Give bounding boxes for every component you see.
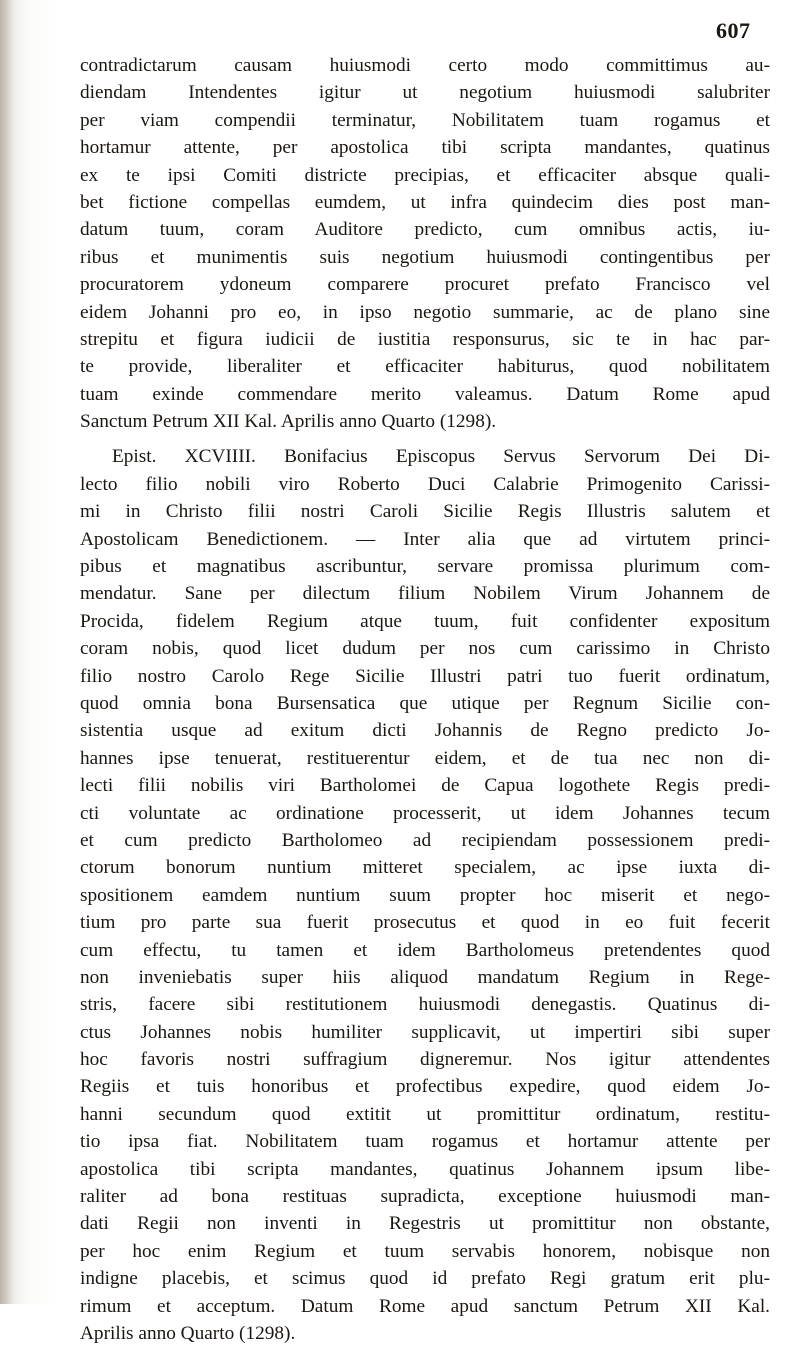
text-line: sistentia usque ad exitum dicti Johannis de Regno predicto Jo- — [80, 720, 770, 742]
text-line: coram nobis, quod licet dudum per nos cum carissimo in Christo — [80, 638, 770, 660]
text-line: Aprilis anno Quarto (1298). — [80, 1322, 296, 1344]
book-spine-shadow — [0, 0, 14, 1304]
text-line: hannes ipse tenuerat, restituerentur eidem, et de tua nec non di- — [80, 747, 770, 769]
text-line: ex te ipsi Comiti districte precipias, et efficaciter absque quali- — [80, 164, 770, 186]
text-line: spositionem eamdem nuntium suum propter hoc miserit et nego- — [80, 884, 770, 906]
text-line: quod omnia bona Bursensatica que utique per Regnum Sicilie con- — [80, 692, 770, 714]
text-line: pibus et magnatibus ascribuntur, servare promissa plurimum com- — [80, 556, 770, 578]
page-number: 607 — [716, 18, 751, 43]
text-line: stris, facere sibi restitutionem huiusmodi denegastis. Quatinus di- — [80, 994, 770, 1016]
text-line: datum tuum, coram Auditore predicto, cum omnibus actis, iu- — [80, 219, 770, 241]
text-body — [80, 52, 770, 1347]
text-line: filio nostro Carolo Rege Sicilie Illustri patri tuo fuerit ordinatum, — [80, 665, 770, 687]
paragraph — [80, 52, 770, 435]
text-line: per viam compendii terminatur, Nobilitatem tuam rogamus et — [80, 109, 770, 131]
text-line: Apostolicam Benedictionem. — Inter alia que ad virtutem princi- — [80, 528, 770, 550]
text-line: mendatur. Sane per dilectum filium Nobilem Virum Johannem de — [80, 583, 770, 605]
text-line: tio ipsa fiat. Nobilitatem tuam rogamus et hortamur attente per — [80, 1131, 770, 1153]
text-line: tium pro parte sua fuerit prosecutus et quod in eo fuit fecerit — [80, 912, 770, 934]
text-line: dati Regii non inventi in Regestris ut promittitur non obstante, — [80, 1213, 770, 1235]
text-line: te provide, liberaliter et efficaciter habiturus, quod nobilitatem — [80, 356, 770, 378]
text-line: bet fictione compellas eumdem, ut infra quindecim dies post man- — [80, 191, 770, 213]
text-line: ribus et munimentis suis negotium huiusmodi contingentibus per — [80, 246, 770, 268]
text-line: lecti filii nobilis viri Bartholomei de Capua logothete Regis predi- — [80, 775, 770, 797]
text-line: diendam Intendentes igitur ut negotium huiusmodi salubriter — [80, 82, 770, 104]
text-line: hortamur attente, per apostolica tibi scripta mandantes, quatinus — [80, 137, 770, 159]
text-line: non inveniebatis super hiis aliquod mandatum Regium in Rege- — [80, 966, 770, 988]
text-line: mi in Christo filii nostri Caroli Sicilie Regis Illustris salutem et — [80, 501, 770, 523]
text-line: indigne placebis, et scimus quod id prefato Regi gratum erit plu- — [80, 1268, 770, 1290]
text-line: ctorum bonorum nuntium mitteret specialem, ac ipse iuxta di- — [80, 857, 770, 879]
text-line: ctus Johannes nobis humiliter supplicavit, ut impertiri sibi super — [80, 1021, 770, 1043]
text-line: strepitu et figura iudicii de iustitia responsurus, sic te in hac par- — [80, 328, 770, 350]
text-line: Procida, fidelem Regium atque tuum, fuit confidenter expositum — [80, 610, 770, 632]
text-line: hanni secundum quod extitit ut promittitur ordinatum, restitu- — [80, 1103, 770, 1125]
text-line: et cum predicto Bartholomeo ad recipiendam possessionem predi- — [80, 829, 770, 851]
text-line: cum effectu, tu tamen et idem Bartholomeus pretendentes quod — [80, 939, 770, 961]
text-line: hoc favoris nostri suffragium digneremur. Nos igitur attendentes — [80, 1049, 770, 1071]
text-line: cti voluntate ac ordinatione processerit, ut idem Johannes tecum — [80, 802, 770, 824]
paragraph-gap — [80, 435, 770, 443]
text-line: tuam exinde commendare merito valeamus. Datum Rome apud — [80, 383, 770, 405]
text-line: eidem Johanni pro eo, in ipso negotio summarie, ac de plano sine — [80, 301, 770, 323]
text-line: Sanctum Petrum XII Kal. Aprilis anno Quarto (1298). — [80, 411, 497, 433]
text-line: per hoc enim Regium et tuum servabis honorem, nobisque non — [80, 1240, 770, 1262]
text-line: lecto filio nobili viro Roberto Duci Calabrie Primogenito Carissi- — [80, 473, 770, 495]
text-line: Regiis et tuis honoribus et profectibus expedire, quod eidem Jo- — [80, 1076, 770, 1098]
text-line: raliter ad bona restituas supradicta, exceptione huiusmodi man- — [80, 1186, 770, 1208]
text-line: rimum et acceptum. Datum Rome apud sanctum Petrum XII Kal. — [80, 1295, 770, 1317]
text-line: contradictarum causam huiusmodi certo modo committimus au- — [80, 55, 770, 76]
text-line: procuratorem ydoneum comparere procuret prefato Francisco vel — [80, 274, 770, 296]
text-line: Epist. XCVIIII. Bonifacius Episcopus Servus Servorum Dei Di- — [112, 446, 770, 468]
text-line: apostolica tibi scripta mandantes, quatinus Johannem ipsum libe- — [80, 1158, 770, 1180]
paragraph — [80, 443, 770, 1347]
